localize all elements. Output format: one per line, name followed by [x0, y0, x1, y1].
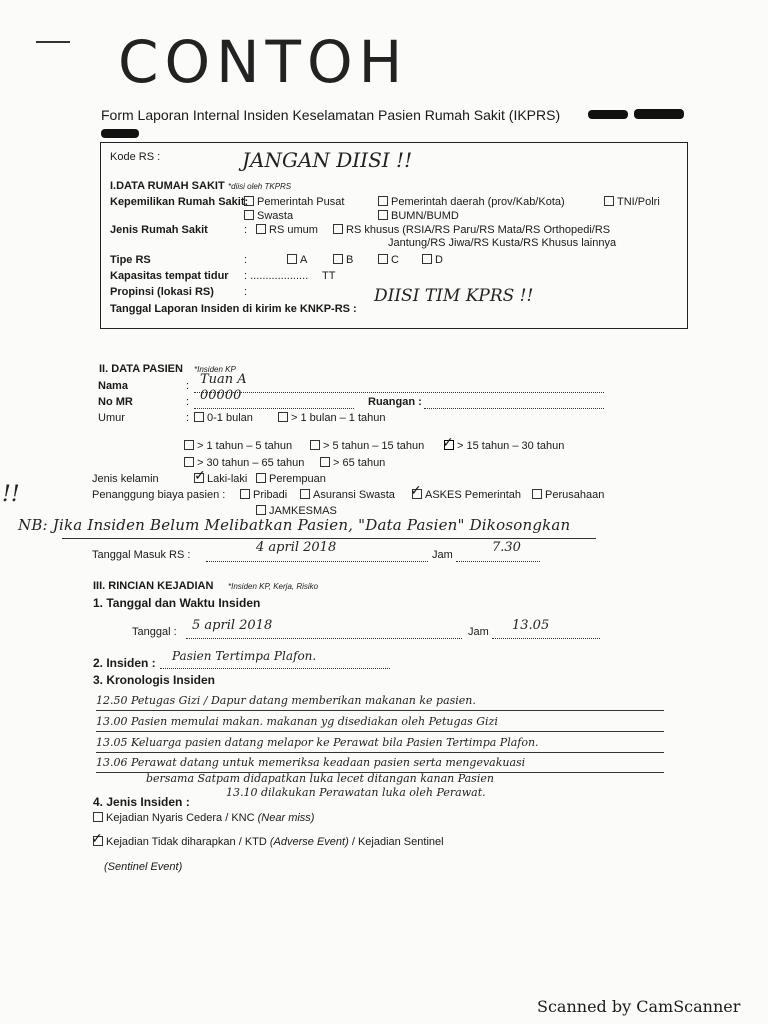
nama-value[interactable]: Tuan A	[200, 372, 247, 387]
section1-heading: I.DATA RUMAH SAKIT	[110, 180, 225, 192]
section1-note: *diisi oleh TKPRS	[228, 182, 292, 191]
nomr-label: No MR	[98, 396, 133, 408]
tanggal-laporan-label: Tanggal Laporan Insiden di kirim ke KNKP-RS :	[110, 303, 357, 315]
jk-opt-laki[interactable]: Laki-laki	[194, 473, 247, 485]
kode-rs-label: Kode RS :	[110, 151, 161, 163]
watermark-contoh: CONTOH	[118, 28, 409, 96]
check-mark-icon: ✓	[410, 482, 422, 498]
umur-opt-1bulan-1tahun[interactable]: > 1 bulan – 1 tahun	[278, 412, 386, 424]
jenis-rs-colon: :	[244, 224, 248, 236]
biaya-label: Penanggung biaya pasien :	[92, 489, 226, 501]
check-mark-icon: ✓	[194, 467, 206, 483]
biaya-opt-pribadi[interactable]: Pribadi	[240, 489, 287, 501]
kronologi-line: 13.05 Keluarga pasien datang melapor ke Perawat bila Pasien Tertimpa Plafon.	[96, 736, 539, 749]
tipe-opt-b[interactable]: B	[333, 254, 353, 266]
q4-label: 4. Jenis Insiden :	[93, 795, 190, 809]
kronologi-line: 13.00 Pasien memulai makan. makanan yg disediakan oleh Petugas Gizi	[96, 715, 498, 728]
tipe-rs-label: Tipe RS	[110, 254, 151, 266]
kronologi-line: 13.10 dilakukan Perawatan luka oleh Perawat.	[226, 786, 486, 799]
jam-masuk-label: Jam	[432, 549, 453, 561]
sentinel-event-label: (Sentinel Event)	[104, 861, 183, 873]
umur-opt-0-1bulan[interactable]: 0-1 bulan	[194, 412, 253, 424]
kepemilikan-opt-swasta[interactable]: Swasta	[244, 210, 293, 222]
umur-opt-30-65[interactable]: > 30 tahun – 65 tahun	[184, 457, 304, 469]
pen-mark	[36, 41, 70, 43]
tipe-rs-colon: :	[244, 254, 248, 266]
kode-rs-note: JANGAN DIISI !!	[242, 148, 413, 172]
jenis-rs-opt-umum[interactable]: RS umum	[256, 224, 318, 236]
jam-masuk-value[interactable]: 7.30	[492, 540, 521, 555]
ruangan-line[interactable]	[424, 398, 604, 409]
jenis-rs-opt-khusus[interactable]: RS khusus (RSIA/RS Paru/RS Mata/RS Orthopedi/RS	[333, 224, 610, 236]
section3-heading: III. RINCIAN KEJADIAN	[93, 580, 214, 592]
tanggal-masuk-label: Tanggal Masuk RS :	[92, 549, 191, 561]
biaya-opt-asuransi[interactable]: Asuransi Swasta	[300, 489, 395, 501]
kapasitas-unit: TT	[322, 270, 336, 282]
kapasitas-value[interactable]: : ...................	[244, 270, 309, 282]
biaya-opt-jamkesmas[interactable]: JAMKESMAS	[256, 505, 337, 517]
umur-opt-1-5[interactable]: > 1 tahun – 5 tahun	[184, 440, 292, 452]
nb-exclaim: !!	[2, 482, 20, 507]
nb-note: NB: Jika Insiden Belum Melibatkan Pasien, "Data Pasien" Dikosongkan	[18, 516, 571, 534]
kepemilikan-opt-pusat[interactable]: Pemerintah Pusat	[244, 196, 344, 208]
kronologi-line: bersama Satpam didapatkan luka lecet ditangan kanan Pasien	[146, 772, 494, 785]
section2-note: *Insiden KP	[194, 365, 236, 374]
jenis-opt-knc[interactable]: Kejadian Nyaris Cedera / KNC (Near miss)	[93, 812, 314, 824]
nama-line	[194, 382, 604, 393]
section3-note: *Insiden KP, Kerja, Risiko	[228, 582, 319, 591]
tanggal-insiden-label: Tanggal :	[132, 626, 177, 638]
kronologi-rule	[96, 710, 664, 711]
q1-label: 1. Tanggal dan Waktu Insiden	[93, 596, 261, 610]
nomr-value[interactable]: 00000	[200, 388, 242, 403]
biaya-opt-perusahaan[interactable]: Perusahaan	[532, 489, 604, 501]
kepemilikan-opt-daerah[interactable]: Pemerintah daerah (prov/Kab/Kota)	[378, 196, 565, 208]
check-mark-icon: ✓	[442, 434, 454, 450]
jam-insiden-label: Jam	[468, 626, 489, 638]
jk-opt-perempuan[interactable]: Perempuan	[256, 473, 326, 485]
kepemilikan-label: Kepemilikan Rumah Sakit:	[110, 196, 249, 208]
section2-heading: II. DATA PASIEN	[99, 363, 183, 375]
tanggal-insiden-value[interactable]: 5 april 2018	[192, 618, 273, 633]
jenis-rs-label: Jenis Rumah Sakit	[110, 224, 208, 236]
umur-label: Umur	[98, 412, 125, 424]
redaction-mark	[101, 129, 139, 138]
propinsi-note: DIISI TIM KPRS !!	[374, 286, 534, 306]
check-mark-icon: ✓	[91, 830, 103, 846]
umur-opt-65[interactable]: > 65 tahun	[320, 457, 385, 469]
tipe-opt-d[interactable]: D	[422, 254, 443, 266]
kronologi-rule	[96, 731, 664, 732]
ruangan-label: Ruangan :	[368, 396, 422, 408]
propinsi-label: Propinsi (lokasi RS)	[110, 286, 214, 298]
q2-label: 2. Insiden :	[93, 656, 156, 670]
redaction-mark	[588, 110, 628, 119]
nb-underline	[62, 538, 596, 539]
tipe-opt-a[interactable]: A	[287, 254, 307, 266]
kepemilikan-opt-bumn[interactable]: BUMN/BUMD	[378, 210, 459, 222]
biaya-opt-askes[interactable]: ASKES Pemerintah	[412, 489, 521, 501]
nama-label: Nama	[98, 380, 128, 392]
kepemilikan-opt-tni[interactable]: TNI/Polri	[604, 196, 660, 208]
q3-label: 3. Kronologis Insiden	[93, 673, 216, 687]
tipe-opt-c[interactable]: C	[378, 254, 399, 266]
jenis-rs-cont: Jantung/RS Jiwa/RS Kusta/RS Khusus lainnya	[388, 237, 617, 249]
kronologi-rule	[96, 752, 664, 753]
jenis-opt-ktd[interactable]: Kejadian Tidak diharapkan / KTD (Adverse Event) / Kejadian Sentinel	[93, 836, 444, 848]
jam-insiden-value[interactable]: 13.05	[512, 618, 550, 633]
scanner-footer: Scanned by CamScanner	[537, 997, 741, 1016]
kronologi-line: 12.50 Petugas Gizi / Dapur datang memberikan makanan ke pasien.	[96, 694, 476, 707]
form-title: Form Laporan Internal Insiden Keselamatan Pasien Rumah Sakit (IKPRS)	[101, 107, 561, 123]
jenis-kelamin-label: Jenis kelamin	[92, 473, 159, 485]
umur-opt-5-15[interactable]: > 5 tahun – 15 tahun	[310, 440, 424, 452]
kapasitas-label: Kapasitas tempat tidur	[110, 270, 229, 282]
tanggal-masuk-value[interactable]: 4 april 2018	[256, 540, 337, 555]
insiden-value[interactable]: Pasien Tertimpa Plafon.	[172, 649, 317, 663]
propinsi-colon: :	[244, 286, 248, 298]
redaction-mark	[634, 109, 684, 119]
umur-opt-15-30[interactable]: > 15 tahun – 30 tahun	[444, 440, 564, 452]
kronologi-line: 13.06 Perawat datang untuk memeriksa keadaan pasien serta mengevakuasi	[96, 756, 526, 769]
